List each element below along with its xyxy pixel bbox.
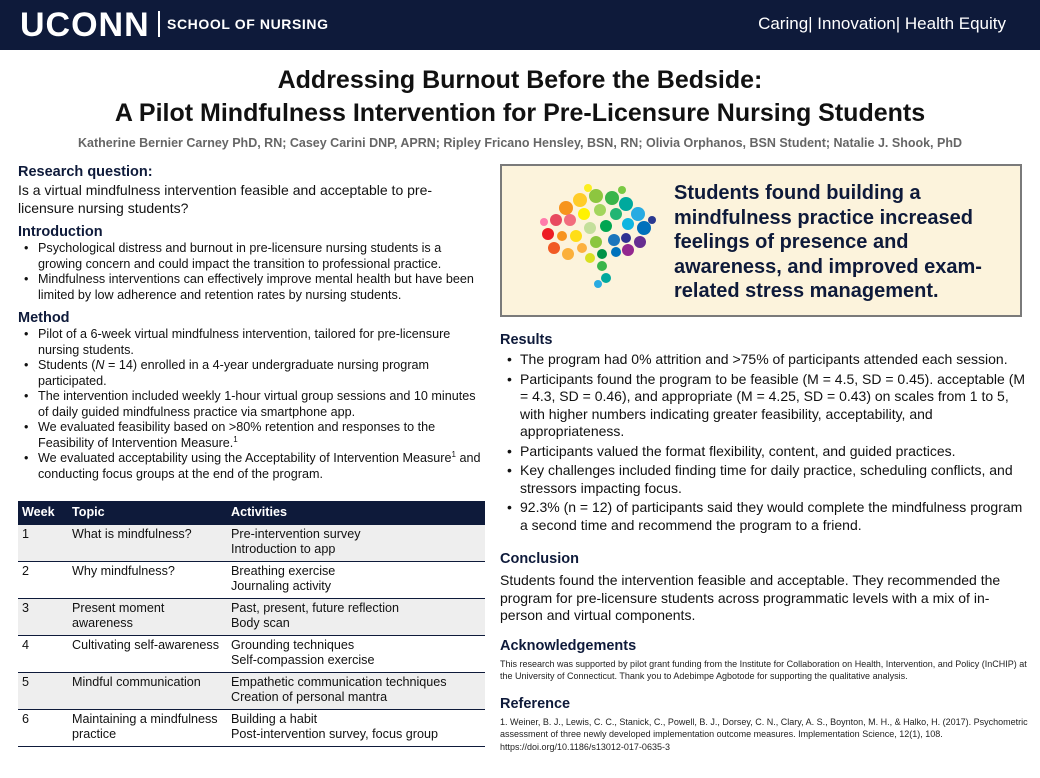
list-item: • Mindfulness interventions can effectively improve mental health but have been limited by low adherence and retention rates by nursing students. bbox=[18, 272, 483, 303]
activities-cell bbox=[227, 635, 485, 672]
list-item: • Participants found the program to be feasible (M = 4.5, SD = 0.45). acceptable (M = 4.3, SD = 0.46), and appropriate (M = 4.25, SD = 0.43) on scales from 1 to 5, with higher numbers indicating greater feasibility, acceptability, and appropriateness. bbox=[500, 371, 1028, 441]
activities-cell bbox=[227, 561, 485, 598]
method-text: and conducting focus groups at the end of the program. bbox=[38, 451, 481, 481]
column-header-activities: Activities bbox=[227, 501, 485, 525]
list-item: • The intervention included weekly 1-hour virtual group sessions and 10 minutes of daily guided mindfulness practice via smartphone app. bbox=[18, 389, 483, 420]
topic-cell: Cultivating self-awareness bbox=[68, 635, 227, 672]
column-header-week: Week bbox=[18, 501, 68, 525]
topic-cell: Present moment awareness bbox=[68, 598, 227, 635]
table-row bbox=[18, 598, 485, 635]
authors: Katherine Bernier Carney PhD, RN; Casey Carini DNP, APRN; Ripley Fricano Hensley, BSN, RN; Olivia Orphanos, BSN Student; Natalie J. Shook, PhD bbox=[78, 136, 962, 150]
acknowledgements-text: This research was supported by pilot grant funding from the Institute for Collaboration on Health, Intervention, and Policy (InCHIP) at the University of Connecticut. Thank you to Adebimpe Agbotode for supporting the qualitative analysis. bbox=[500, 658, 1027, 681]
activity: Post-intervention survey, focus group bbox=[231, 727, 438, 741]
uconn-logo: UCONN bbox=[20, 6, 150, 44]
week-cell: 2 bbox=[18, 561, 68, 598]
header-bar bbox=[0, 0, 1040, 50]
list-item: • Psychological distress and burnout in pre-licensure nursing students is a growing concern and could impact the transition to professional practice. bbox=[18, 241, 483, 272]
week-cell: 6 bbox=[18, 709, 68, 746]
left-column bbox=[18, 163, 483, 488]
list-item bbox=[18, 420, 483, 451]
method-text: Students ( bbox=[38, 358, 96, 372]
activity: Introduction to app bbox=[231, 542, 336, 556]
results-heading: Results bbox=[500, 332, 553, 348]
key-finding-callout bbox=[500, 164, 1022, 317]
table-row bbox=[18, 709, 485, 746]
activity: Body scan bbox=[231, 616, 290, 630]
activity: Self-compassion exercise bbox=[231, 653, 375, 667]
right-column bbox=[500, 331, 1028, 753]
introduction-list bbox=[18, 241, 483, 303]
list-item: • The program had 0% attrition and >75% of participants attended each session. bbox=[500, 351, 1028, 369]
week-cell: 1 bbox=[18, 525, 68, 562]
method-text: We evaluated acceptability using the Acceptability of Intervention Measure bbox=[38, 451, 452, 465]
list-item: • Participants valued the format flexibility, content, and guided practices. bbox=[500, 443, 1028, 461]
method-n-symbol: N bbox=[95, 358, 105, 372]
results-list bbox=[500, 351, 1028, 534]
activity: Building a habit bbox=[231, 711, 318, 726]
topic-cell: Mindful communication bbox=[68, 672, 227, 709]
table-row bbox=[18, 635, 485, 672]
key-finding-text: Students found building a mindfulness practice increased feelings of presence and awareness, and improved exam-related stress management. bbox=[674, 182, 982, 302]
table-row bbox=[18, 525, 485, 562]
method-list bbox=[18, 327, 483, 482]
activities-cell bbox=[227, 598, 485, 635]
list-item bbox=[18, 358, 483, 389]
conclusion-text: Students found the intervention feasible and acceptable. They recommended the program for pre-licensure students across programmatic levels with a mix of in-person and virtual components. bbox=[500, 572, 1001, 623]
topic-cell: What is mindfulness? bbox=[68, 525, 227, 562]
introduction-heading: Introduction bbox=[18, 224, 103, 240]
poster-title bbox=[0, 64, 1040, 130]
topic-cell: Why mindfulness? bbox=[68, 561, 227, 598]
activity: Journaling activity bbox=[231, 579, 332, 593]
list-item: • Key challenges included finding time for daily practice, scheduling conflicts, and stressors impacting focus. bbox=[500, 462, 1028, 497]
activity: Creation of personal mantra bbox=[231, 690, 388, 704]
tagline: Caring| Innovation| Health Equity bbox=[758, 14, 1006, 33]
conclusion-heading: Conclusion bbox=[500, 551, 579, 567]
method-text: = 14) enrolled in a 4-year undergraduate nursing program participated. bbox=[38, 358, 430, 388]
activity: Pre-intervention survey bbox=[231, 526, 361, 541]
activity: Empathetic communication techniques bbox=[231, 674, 447, 689]
topic-cell: Maintaining a mindfulness practice bbox=[68, 709, 227, 746]
table-header-row bbox=[18, 501, 485, 525]
activities-cell bbox=[227, 672, 485, 709]
activity: Breathing exercise bbox=[231, 563, 336, 578]
school-name: SCHOOL OF NURSING bbox=[167, 16, 329, 32]
research-question-text: Is a virtual mindfulness intervention feasible and acceptable to pre-licensure nursing students? bbox=[18, 182, 433, 216]
method-text: We evaluated feasibility based on >80% retention and responses to the Feasibility of Intervention Measure. bbox=[38, 420, 436, 450]
method-heading: Method bbox=[18, 310, 70, 326]
title-line-2: A Pilot Mindfulness Intervention for Pre-Licensure Nursing Students bbox=[114, 99, 926, 127]
activity: Grounding techniques bbox=[231, 637, 355, 652]
citation-marker: 1 bbox=[233, 434, 238, 444]
week-cell: 5 bbox=[18, 672, 68, 709]
title-line-1: Addressing Burnout Before the Bedside: bbox=[277, 66, 763, 94]
activity: Past, present, future reflection bbox=[231, 600, 400, 615]
intervention-schedule-table bbox=[18, 501, 485, 747]
column-header-topic: Topic bbox=[68, 501, 227, 525]
logo-divider bbox=[158, 11, 160, 37]
reference-text: 1. Weiner, B. J., Lewis, C. C., Stanick, C., Powell, B. J., Dorsey, C. N., Clary, A. S., Boynton, M. H., & Halko, H. (2017). Psychometric assessment of three newly developed implementation outcome measures. Implementation Science, 12(1), 108. https://doi.org/10.1186/s13012-017-0635-3 bbox=[500, 716, 1028, 752]
table-row bbox=[18, 672, 485, 709]
week-cell: 3 bbox=[18, 598, 68, 635]
activities-cell bbox=[227, 525, 485, 562]
table-row bbox=[18, 561, 485, 598]
citation-marker: 1 bbox=[451, 449, 456, 459]
list-item: • 92.3% (n = 12) of participants said they would complete the mindfulness program a second time and recommend the program to a friend. bbox=[500, 499, 1028, 534]
list-item bbox=[18, 451, 483, 482]
research-question-heading: Research question: bbox=[18, 164, 153, 180]
list-item: • Pilot of a 6-week virtual mindfulness intervention, tailored for pre-licensure nursing students. bbox=[18, 327, 483, 358]
reference-heading: Reference bbox=[500, 695, 571, 712]
colorful-brain-icon bbox=[526, 180, 666, 292]
activities-cell bbox=[227, 709, 485, 746]
week-cell: 4 bbox=[18, 635, 68, 672]
acknowledgements-heading: Acknowledgements bbox=[500, 637, 637, 654]
